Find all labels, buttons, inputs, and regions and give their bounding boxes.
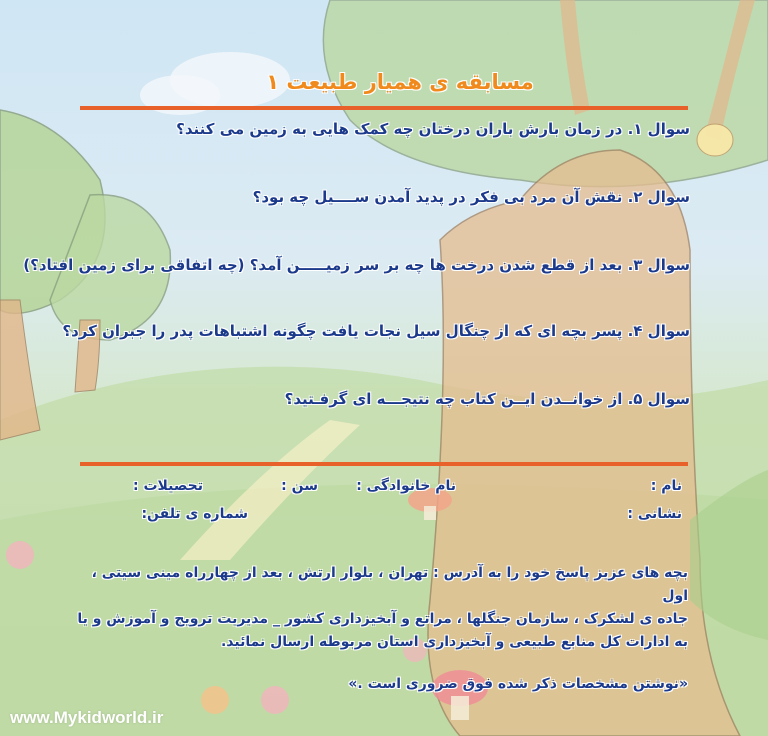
instructions-line-1: بچه های عزیز پاسخ خود را به آدرس : تهران ، بلوار ارتش ، بعد از چهارراه مینی سیتی ، اول [91, 565, 688, 604]
age-field-label: سن : [281, 478, 318, 494]
education-field-label: تحصیلات : [132, 478, 203, 494]
required-note: «نوشتن مشخصات ذکر شده فوق ضروری است .» [348, 676, 688, 692]
question-1: سوال ۱. در زمان بارش باران درختان چه کمک هایی به زمین می کنند؟ [176, 120, 690, 138]
instructions-line-2: جاده ی لشکرک ، سازمان جنگلها ، مراتع و آبخیزداری کشور _ مدیریت ترویج و آموزش و یا [77, 611, 688, 627]
question-4: سوال ۴. پسر بچه ای که از چنگال سیل نجات یافت چگونه اشتباهات پدر را جبران کرد؟ [62, 322, 690, 340]
phone-field-label: شماره ی تلفن: [141, 506, 248, 522]
question-3: سوال ۳. بعد از قطع شدن درخت ها چه بر سر زمیـــــن آمد؟ (چه اتفاقی برای زمین افتاد؟) [23, 256, 690, 274]
page-title: مسابقه ی همیار طبیعت ۱ [266, 70, 534, 94]
form-divider [80, 462, 688, 466]
question-2: سوال ۲. نقش آن مرد بی فکر در پدید آمدن ســــیل چه بود؟ [252, 188, 690, 206]
instructions-paragraph [68, 562, 688, 654]
question-5: سوال ۵. از خوانــدن ایــن کتاب چه نتیجـــه ای گرفـتید؟ [284, 390, 690, 408]
family-name-field-label: نام خانوادگی : [356, 478, 456, 494]
watermark: www.Mykidworld.ir [10, 708, 164, 727]
name-field-label: نام : [650, 478, 682, 494]
instructions-line-3: به ادارات کل منابع طبیعی و آبخیزداری استان مربوطه ارسال نمائید. [220, 634, 688, 650]
title-divider [80, 106, 688, 110]
address-field-label: نشانی : [627, 506, 682, 522]
